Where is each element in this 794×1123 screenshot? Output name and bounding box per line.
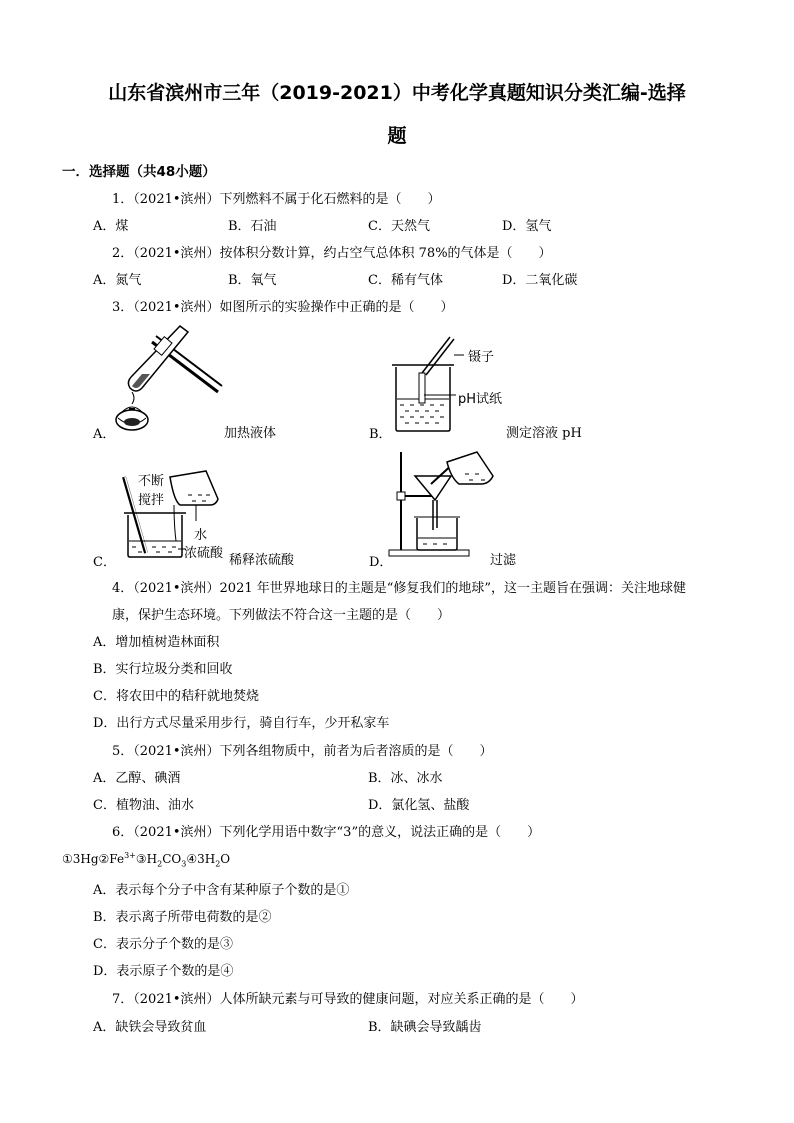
formula-subscript: 3 (181, 859, 187, 869)
formula-subscript: 2 (215, 859, 221, 869)
question-3-option-d-caption: 过滤 (490, 553, 517, 568)
question-2-stem: 2．（2021•滨州）按体积分数计算，约占空气总体积 78%的气体是（ ） (112, 246, 552, 261)
label-tweezers: 镊子 (468, 350, 495, 365)
section-heading: 一．选择题（共48小题） (62, 164, 216, 180)
question-7-option-b: B．缺碘会导致龋齿 (368, 1020, 482, 1035)
question-6-option-b: B．表示离子所带电荷数的是② (93, 910, 272, 925)
label-stir-2: 搅拌 (138, 493, 165, 508)
page-title-continued: 题 (387, 125, 407, 147)
question-4-stem-line-1: 4．（2021•滨州）2021 年世界地球日的主题是“修复我们的地球”，这一主题旨在强调：关注地球健 (112, 581, 687, 596)
question-3-option-d-letter: D． (369, 555, 393, 570)
question-4-stem-line-2: 康，保护生态环境。下列做法不符合这一主题的是（ ） (112, 608, 451, 623)
question-2-option-a: A．氮气 (93, 273, 142, 288)
formula-part: ③H (135, 852, 158, 866)
figure-filtration (385, 448, 500, 560)
question-2-option-c: C．稀有气体 (368, 273, 443, 288)
formula-part: O (220, 852, 231, 866)
question-6-stem: 6．（2021•滨州）下列化学用语中数字“3”的意义，说法正确的是（ ） (112, 825, 541, 840)
formula-part: CO (162, 852, 182, 866)
question-5-option-d: D．氯化氢、盐酸 (368, 798, 470, 813)
question-3-option-b-caption: 测定溶液 pH (506, 426, 582, 441)
question-6-option-d: D．表示原子个数的是④ (93, 964, 234, 979)
question-2-option-d: D．二氧化碳 (502, 273, 578, 288)
question-3-option-b-letter: B． (369, 427, 392, 442)
formula-charge: 3+ (124, 851, 136, 860)
question-3-option-c-letter: C． (93, 555, 116, 570)
page-title: 山东省滨州市三年（2019-2021）中考化学真题知识分类汇编-选择 (108, 82, 686, 104)
label-ph-paper: pH试纸 (458, 392, 503, 407)
question-2-option-b: B．氧气 (228, 273, 277, 288)
formula-part: ①3Hg②Fe (62, 852, 125, 866)
question-5-stem: 5．（2021•滨州）下列各组物质中，前者为后者溶质的是（ ） (112, 744, 493, 759)
question-1-stem: 1．（2021•滨州）下列燃料不属于化石燃料的是（ ） (112, 192, 441, 207)
question-5-option-a: A．乙醇、碘酒 (93, 771, 181, 786)
question-3-option-a-letter: A． (93, 427, 116, 442)
label-water: 水 (194, 528, 208, 543)
question-7-option-a: A．缺铁会导致贫血 (93, 1020, 207, 1035)
question-7-stem: 7．（2021•滨州）人体所缺元素与可导致的健康问题，对应关系正确的是（ ） (112, 992, 584, 1007)
formula-part: ④3H (186, 852, 216, 866)
question-5-option-c: C．植物油、油水 (93, 798, 194, 813)
question-1-option-d: D．氢气 (502, 219, 552, 234)
question-6-option-a: A．表示每个分子中含有某种原子个数的是① (93, 883, 350, 898)
question-1-option-b: B．石油 (228, 219, 277, 234)
formula-subscript: 2 (157, 859, 163, 869)
question-1-option-c: C．天然气 (368, 219, 430, 234)
label-stir-1: 不断 (138, 474, 165, 489)
question-3-stem: 3．（2021•滨州）如图所示的实验操作中正确的是（ ） (112, 300, 454, 315)
figure-heating-liquid (110, 322, 230, 440)
question-6-formulas (62, 851, 230, 868)
question-3-option-c-caption: 稀释浓硫酸 (229, 553, 295, 568)
question-5-option-b: B．冰、冰水 (368, 771, 443, 786)
question-6-option-c: C．表示分子个数的是③ (93, 937, 233, 952)
label-concentrated-acid: 浓硫酸 (184, 546, 224, 561)
question-4-option-b: B．实行垃圾分类和回收 (93, 662, 233, 677)
question-1-option-a: A．煤 (93, 219, 129, 234)
question-3-option-a-caption: 加热液体 (224, 426, 277, 441)
question-4-option-a: A．增加植树造林面积 (93, 635, 220, 650)
question-4-option-d: D．出行方式尽量采用步行，骑自行车，少开私家车 (93, 716, 390, 731)
question-4-option-c: C．将农田中的秸秆就地焚烧 (93, 689, 259, 704)
